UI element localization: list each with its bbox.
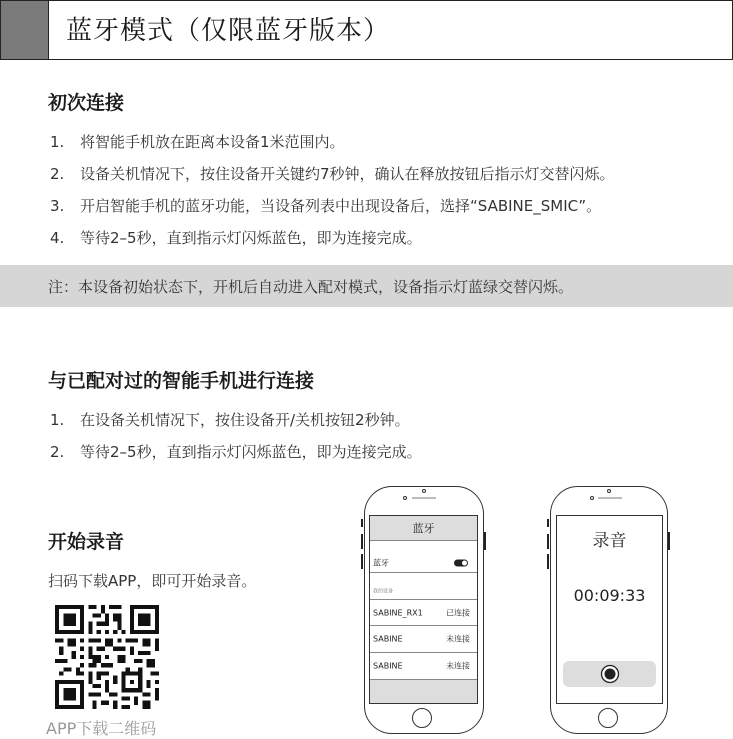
phone-bluetooth-power-button <box>484 532 486 550</box>
phone-bluetooth-sensor <box>422 489 426 493</box>
recording-screen <box>556 515 663 704</box>
qr-code <box>55 605 159 709</box>
first-connect-heading: 初次连接 <box>48 92 125 114</box>
my-devices-label: 我的设备 <box>373 588 394 595</box>
note-text: 注：本设备初始状态下，开机后自动进入配对模式，设备指示灯蓝绿交替闪烁。 <box>48 278 574 296</box>
reconnect-heading: 与已配对过的智能手机进行连接 <box>48 370 315 392</box>
phone-recording-sensor <box>607 489 611 493</box>
phone-bluetooth-speaker <box>412 497 436 499</box>
first-connect-step-4: 4. 等待2–5秒，直到指示灯闪烁蓝色，即为连接完成。 <box>50 229 422 247</box>
recording-screen-title: 录音 <box>592 531 627 551</box>
reconnect-step-1: 1. 在设备关机情况下，按住设备开/关机按钮2秒钟。 <box>50 411 410 429</box>
device-row[interactable] <box>370 653 477 680</box>
record-icon <box>600 664 620 684</box>
first-connect-step-3: 3. 开启智能手机的蓝牙功能，当设备列表中出现设备后，选择“SABINE_SMIC”。 <box>50 197 602 215</box>
recording-timer: 00:09:33 <box>573 586 646 605</box>
qr-caption: APP下载二维码 <box>46 719 157 738</box>
device-status: 未连接 <box>446 661 470 671</box>
page-title: 蓝牙模式（仅限蓝牙版本） <box>66 16 391 46</box>
recording-text: 扫码下载APP，即可开始录音。 <box>48 572 257 590</box>
bluetooth-screen-footer <box>370 680 477 703</box>
phone-recording-volume-up <box>547 534 549 549</box>
bluetooth-toggle[interactable] <box>454 560 468 567</box>
phone-bluetooth-home-button[interactable] <box>412 708 432 728</box>
bluetooth-toggle-row[interactable] <box>370 554 477 573</box>
device-name: SABINE <box>373 634 403 644</box>
phone-bluetooth-mute-switch <box>361 519 363 527</box>
phone-recording-speaker <box>598 497 622 499</box>
bluetooth-screen-title: 蓝牙 <box>370 516 477 541</box>
recording-heading: 开始录音 <box>48 531 125 553</box>
device-name: SABINE_RX1 <box>373 608 423 617</box>
phone-recording-camera <box>590 496 594 500</box>
bluetooth-label: 蓝牙 <box>373 558 389 568</box>
phone-recording-home-button[interactable] <box>598 708 618 728</box>
phone-bluetooth-volume-down <box>361 554 363 569</box>
reconnect-step-2: 2. 等待2–5秒，直到指示灯闪烁蓝色，即为连接完成。 <box>50 443 422 461</box>
device-row[interactable] <box>370 626 477 653</box>
my-devices-section <box>370 573 477 599</box>
phone-recording-mute-switch <box>547 519 549 527</box>
first-connect-step-1: 1. 将智能手机放在距离本设备1米范围内。 <box>50 133 345 151</box>
device-status: 已连接 <box>446 608 470 617</box>
header-accent-block <box>1 1 49 59</box>
phone-bluetooth-volume-up <box>361 534 363 549</box>
phone-recording-power-button <box>668 532 670 550</box>
device-row[interactable] <box>370 599 477 626</box>
device-name: SABINE <box>373 661 403 671</box>
device-status: 未连接 <box>446 634 470 644</box>
record-button[interactable] <box>563 661 656 687</box>
bluetooth-screen <box>369 515 478 704</box>
phone-recording-volume-down <box>547 554 549 569</box>
first-connect-step-2: 2. 设备关机情况下，按住设备开关键约7秒钟，确认在释放按钮后指示灯交替闪烁。 <box>50 165 615 183</box>
phone-bluetooth-camera <box>403 496 407 500</box>
